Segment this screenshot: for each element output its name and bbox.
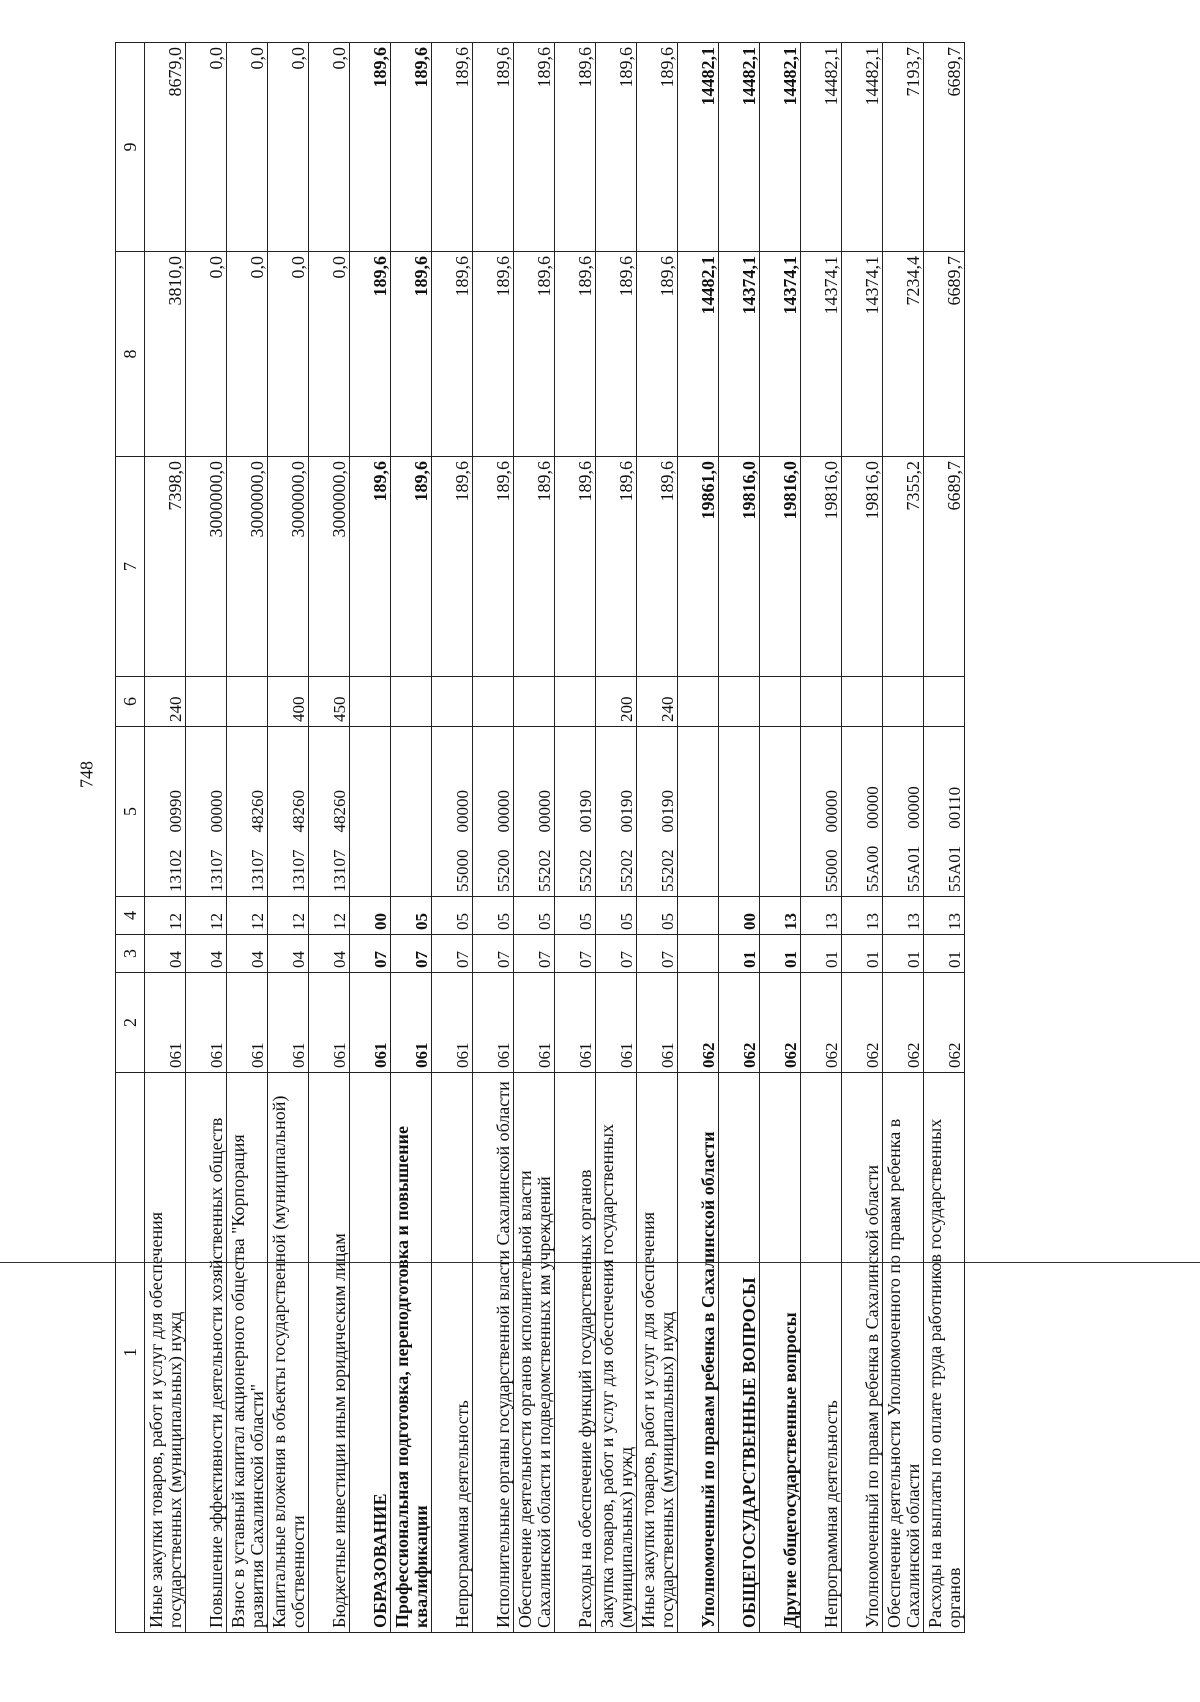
col-header-8: 8 xyxy=(116,252,145,457)
target-article-code: 55202 00190 xyxy=(555,727,596,897)
expense-type-code xyxy=(350,677,391,727)
target-article-code xyxy=(719,727,760,897)
amount-col7: 19816,0 xyxy=(719,457,760,677)
amount-col9: 0,0 xyxy=(309,43,350,252)
grbs-code: 062 xyxy=(883,973,924,1073)
expense-type-code xyxy=(678,677,719,727)
subsection-code: 12 xyxy=(145,897,186,935)
subsection-code: 13 xyxy=(760,897,801,935)
section-code: 07 xyxy=(432,935,473,973)
section-code: 04 xyxy=(227,935,268,973)
page-number: 748 xyxy=(76,761,97,788)
table-row xyxy=(350,43,391,1633)
amount-col7: 3000000,0 xyxy=(268,457,309,677)
section-code xyxy=(678,935,719,973)
amount-col8: 189,6 xyxy=(473,252,514,457)
target-article-code: 13107 48260 xyxy=(268,727,309,897)
table-row xyxy=(637,43,678,1633)
amount-col9: 0,0 xyxy=(227,43,268,252)
amount-col7: 6689,7 xyxy=(924,457,965,677)
section-code: 07 xyxy=(514,935,555,973)
expense-type-code xyxy=(801,677,842,727)
expense-type-code xyxy=(227,677,268,727)
grbs-code: 061 xyxy=(596,973,637,1073)
expense-type-code xyxy=(432,677,473,727)
section-code: 01 xyxy=(719,935,760,973)
section-code: 04 xyxy=(309,935,350,973)
grbs-code: 061 xyxy=(391,973,432,1073)
section-code: 07 xyxy=(473,935,514,973)
amount-col8: 189,6 xyxy=(514,252,555,457)
col-header-4: 4 xyxy=(116,897,145,935)
expense-name: Повышение эффективности деятельности хозяйственных обществ xyxy=(186,1073,227,1633)
amount-col7: 189,6 xyxy=(514,457,555,677)
grbs-code: 061 xyxy=(473,973,514,1073)
amount-col7: 189,6 xyxy=(637,457,678,677)
table-row xyxy=(555,43,596,1633)
amount-col7: 19861,0 xyxy=(678,457,719,677)
amount-col9: 14482,1 xyxy=(760,43,801,252)
target-article-code: 55A01 00000 xyxy=(883,727,924,897)
target-article-code: 55000 00000 xyxy=(801,727,842,897)
amount-col8: 0,0 xyxy=(186,252,227,457)
target-article-code xyxy=(678,727,719,897)
table-row xyxy=(473,43,514,1633)
amount-col8: 189,6 xyxy=(432,252,473,457)
expense-name: Другие общегосударственные вопросы xyxy=(760,1073,801,1633)
amount-col9: 6689,7 xyxy=(924,43,965,252)
subsection-code xyxy=(678,897,719,935)
amount-col7: 19816,0 xyxy=(760,457,801,677)
subsection-code: 13 xyxy=(842,897,883,935)
col-header-7: 7 xyxy=(116,457,145,677)
subsection-code: 05 xyxy=(514,897,555,935)
target-article-code: 13107 48260 xyxy=(309,727,350,897)
subsection-code: 05 xyxy=(596,897,637,935)
amount-col8: 189,6 xyxy=(555,252,596,457)
amount-col9: 189,6 xyxy=(350,43,391,252)
amount-col8: 189,6 xyxy=(391,252,432,457)
table-row xyxy=(514,43,555,1633)
subsection-code: 13 xyxy=(924,897,965,935)
amount-col9: 14482,1 xyxy=(842,43,883,252)
section-code: 07 xyxy=(350,935,391,973)
table-row xyxy=(432,43,473,1633)
expense-name: Обеспечение деятельности Уполномоченного по правам ребенка в Сахалинской области xyxy=(883,1073,924,1633)
amount-col7: 189,6 xyxy=(555,457,596,677)
col-header-9: 9 xyxy=(116,43,145,252)
amount-col7: 189,6 xyxy=(350,457,391,677)
expense-name: Расходы на выплаты по оплате труда работников государственных органов xyxy=(924,1073,965,1633)
amount-col7: 3000000,0 xyxy=(309,457,350,677)
target-article-code: 55202 00190 xyxy=(596,727,637,897)
subsection-code: 12 xyxy=(309,897,350,935)
amount-col8: 189,6 xyxy=(596,252,637,457)
table-row xyxy=(186,43,227,1633)
amount-col7: 189,6 xyxy=(473,457,514,677)
expense-type-code xyxy=(555,677,596,727)
amount-col7: 3000000,0 xyxy=(227,457,268,677)
amount-col7: 19816,0 xyxy=(842,457,883,677)
amount-col8: 7234,4 xyxy=(883,252,924,457)
grbs-code: 062 xyxy=(801,973,842,1073)
grbs-code: 061 xyxy=(637,973,678,1073)
target-article-code: 55000 00000 xyxy=(432,727,473,897)
expense-type-code xyxy=(719,677,760,727)
subsection-code: 05 xyxy=(555,897,596,935)
target-article-code: 55202 00000 xyxy=(514,727,555,897)
grbs-code: 061 xyxy=(350,973,391,1073)
expense-name: Капитальные вложения в объекты государственной (муниципальной) собственности xyxy=(268,1073,309,1633)
subsection-code: 05 xyxy=(637,897,678,935)
section-code: 04 xyxy=(268,935,309,973)
expense-type-code xyxy=(842,677,883,727)
amount-col7: 189,6 xyxy=(596,457,637,677)
grbs-code: 061 xyxy=(268,973,309,1073)
amount-col8: 14374,1 xyxy=(719,252,760,457)
amount-col7: 189,6 xyxy=(391,457,432,677)
expense-type-code: 450 xyxy=(309,677,350,727)
target-article-code: 55A00 00000 xyxy=(842,727,883,897)
rotated-table-frame xyxy=(115,43,1155,1633)
table-row xyxy=(227,43,268,1633)
expense-name: ОБРАЗОВАНИЕ xyxy=(350,1073,391,1633)
section-code: 04 xyxy=(145,935,186,973)
expense-name: Иные закупки товаров, работ и услуг для обеспечения государственных (муниципальных) нужд xyxy=(637,1073,678,1633)
amount-col8: 14482,1 xyxy=(678,252,719,457)
expense-type-code: 240 xyxy=(637,677,678,727)
subsection-code: 13 xyxy=(883,897,924,935)
table-row xyxy=(596,43,637,1633)
subsection-code: 00 xyxy=(350,897,391,935)
table-row xyxy=(883,43,924,1633)
amount-col7: 7398,0 xyxy=(145,457,186,677)
expense-name: Профессиональная подготовка, переподготовка и повышение квалификации xyxy=(391,1073,432,1633)
expense-type-code: 400 xyxy=(268,677,309,727)
expense-type-code: 200 xyxy=(596,677,637,727)
col-header-5: 5 xyxy=(116,727,145,897)
amount-col9: 0,0 xyxy=(268,43,309,252)
subsection-code: 12 xyxy=(268,897,309,935)
expense-name: Непрограммная деятельность xyxy=(432,1073,473,1633)
amount-col9: 8679,0 xyxy=(145,43,186,252)
expense-name: Обеспечение деятельности органов исполнительной власти Сахалинской области и подведомственных им учреждений xyxy=(514,1073,555,1633)
expense-type-code xyxy=(883,677,924,727)
grbs-code: 061 xyxy=(432,973,473,1073)
target-article-code xyxy=(391,727,432,897)
subsection-code: 05 xyxy=(391,897,432,935)
target-article-code: 55A01 00110 xyxy=(924,727,965,897)
expense-name: Уполномоченный по правам ребенка в Сахалинской области xyxy=(678,1073,719,1633)
grbs-code: 061 xyxy=(186,973,227,1073)
amount-col8: 0,0 xyxy=(227,252,268,457)
amount-col8: 14374,1 xyxy=(842,252,883,457)
table-row xyxy=(842,43,883,1633)
table-row xyxy=(924,43,965,1633)
expense-name: Расходы на обеспечение функций государственных органов xyxy=(555,1073,596,1633)
grbs-code: 061 xyxy=(145,973,186,1073)
amount-col9: 14482,1 xyxy=(719,43,760,252)
amount-col9: 189,6 xyxy=(637,43,678,252)
target-article-code: 55202 00190 xyxy=(637,727,678,897)
col-header-2: 2 xyxy=(116,973,145,1073)
expense-name: Непрограммная деятельность xyxy=(801,1073,842,1633)
section-code: 07 xyxy=(596,935,637,973)
col-header-1: 1 xyxy=(116,1073,145,1633)
amount-col9: 14482,1 xyxy=(801,43,842,252)
amount-col9: 189,6 xyxy=(514,43,555,252)
table-row xyxy=(801,43,842,1633)
amount-col9: 189,6 xyxy=(432,43,473,252)
section-code: 07 xyxy=(391,935,432,973)
subsection-code: 05 xyxy=(432,897,473,935)
expense-name: Закупка товаров, работ и услуг для обеспечения государственных (муниципальных) нужд xyxy=(596,1073,637,1633)
table-body xyxy=(145,43,965,1633)
expense-type-code xyxy=(514,677,555,727)
amount-col9: 189,6 xyxy=(555,43,596,252)
header-row xyxy=(116,43,145,1633)
section-code: 07 xyxy=(637,935,678,973)
table-row xyxy=(678,43,719,1633)
table-row xyxy=(145,43,186,1633)
amount-col8: 0,0 xyxy=(268,252,309,457)
amount-col8: 6689,7 xyxy=(924,252,965,457)
subsection-code: 13 xyxy=(801,897,842,935)
grbs-code: 061 xyxy=(227,973,268,1073)
expense-name: ОБЩЕГОСУДАРСТВЕННЫЕ ВОПРОСЫ xyxy=(719,1073,760,1633)
expense-type-code xyxy=(473,677,514,727)
table-row xyxy=(719,43,760,1633)
amount-col7: 19816,0 xyxy=(801,457,842,677)
expense-type-code xyxy=(391,677,432,727)
expense-type-code xyxy=(924,677,965,727)
amount-col7: 7355,2 xyxy=(883,457,924,677)
amount-col7: 3000000,0 xyxy=(186,457,227,677)
subsection-code: 05 xyxy=(473,897,514,935)
amount-col9: 189,6 xyxy=(596,43,637,252)
expense-type-code: 240 xyxy=(145,677,186,727)
amount-col8: 189,6 xyxy=(637,252,678,457)
target-article-code: 55200 00000 xyxy=(473,727,514,897)
amount-col8: 14374,1 xyxy=(760,252,801,457)
expense-name: Уполномоченный по правам ребенка в Сахалинской области xyxy=(842,1073,883,1633)
budget-table xyxy=(115,42,965,1633)
section-code: 01 xyxy=(924,935,965,973)
col-header-3: 3 xyxy=(116,935,145,973)
grbs-code: 061 xyxy=(555,973,596,1073)
budget-document xyxy=(115,43,1155,1633)
amount-col9: 189,6 xyxy=(473,43,514,252)
section-code: 01 xyxy=(760,935,801,973)
target-article-code xyxy=(760,727,801,897)
section-code: 07 xyxy=(555,935,596,973)
section-code: 04 xyxy=(186,935,227,973)
grbs-code: 062 xyxy=(719,973,760,1073)
table-row xyxy=(309,43,350,1633)
amount-col9: 7193,7 xyxy=(883,43,924,252)
expense-name: Исполнительные органы государственной власти Сахалинской области xyxy=(473,1073,514,1633)
amount-col9: 0,0 xyxy=(186,43,227,252)
grbs-code: 061 xyxy=(309,973,350,1073)
expense-name: Взнос в уставный капитал акционерного общества "Корпорация развития Сахалинской области" xyxy=(227,1073,268,1633)
table-row xyxy=(268,43,309,1633)
amount-col8: 189,6 xyxy=(350,252,391,457)
amount-col7: 189,6 xyxy=(432,457,473,677)
amount-col8: 3810,0 xyxy=(145,252,186,457)
expense-type-code xyxy=(186,677,227,727)
expense-type-code xyxy=(760,677,801,727)
table-row xyxy=(760,43,801,1633)
target-article-code: 13107 00000 xyxy=(186,727,227,897)
target-article-code: 13107 48260 xyxy=(227,727,268,897)
section-code: 01 xyxy=(801,935,842,973)
grbs-code: 062 xyxy=(924,973,965,1073)
expense-name: Иные закупки товаров, работ и услуг для обеспечения государственных (муниципальных) нужд xyxy=(145,1073,186,1633)
amount-col8: 0,0 xyxy=(309,252,350,457)
subsection-code: 00 xyxy=(719,897,760,935)
amount-col9: 189,6 xyxy=(391,43,432,252)
section-code: 01 xyxy=(842,935,883,973)
section-code: 01 xyxy=(883,935,924,973)
target-article-code xyxy=(350,727,391,897)
amount-col9: 14482,1 xyxy=(678,43,719,252)
col-header-6: 6 xyxy=(116,677,145,727)
grbs-code: 062 xyxy=(760,973,801,1073)
expense-name: Бюджетные инвестиции иным юридическим лицам xyxy=(309,1073,350,1633)
table-row xyxy=(391,43,432,1633)
grbs-code: 062 xyxy=(678,973,719,1073)
subsection-code: 12 xyxy=(186,897,227,935)
subsection-code: 12 xyxy=(227,897,268,935)
grbs-code: 061 xyxy=(514,973,555,1073)
grbs-code: 062 xyxy=(842,973,883,1073)
target-article-code: 13102 00990 xyxy=(145,727,186,897)
amount-col8: 14374,1 xyxy=(801,252,842,457)
